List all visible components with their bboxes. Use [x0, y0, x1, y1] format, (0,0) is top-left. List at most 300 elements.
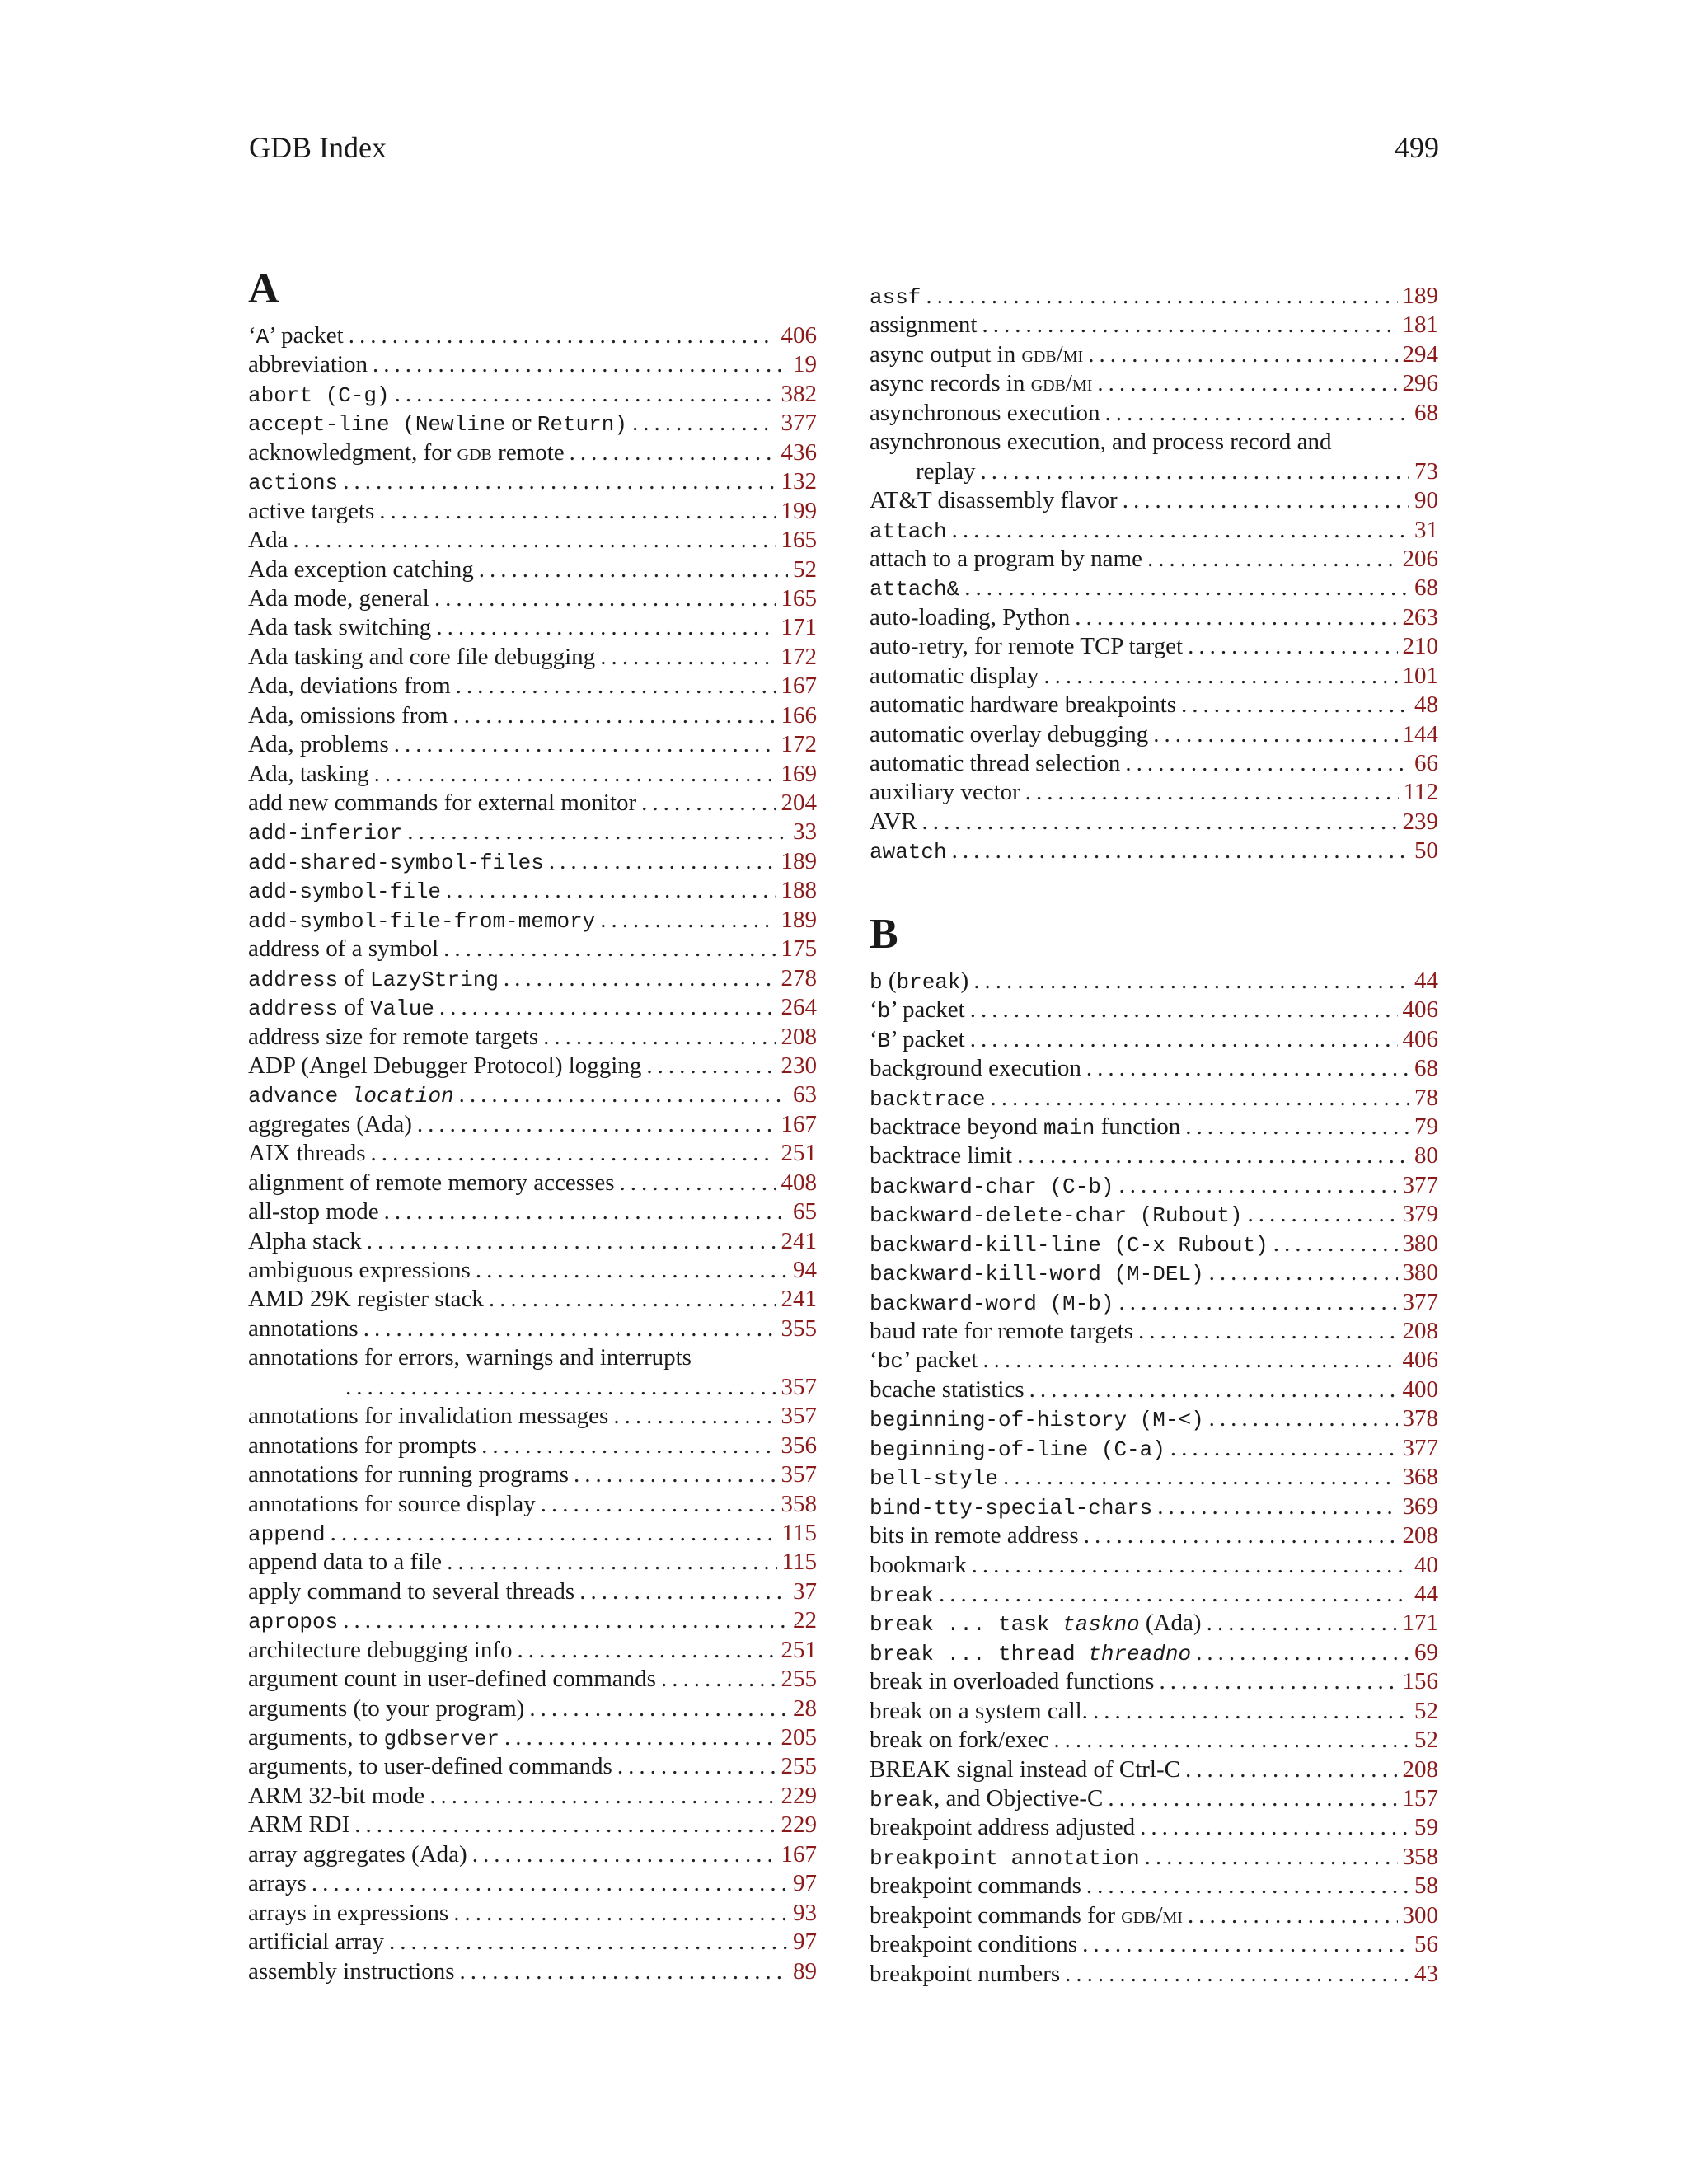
page-reference-link[interactable]: 377 [1402, 1171, 1438, 1198]
dot-leader [972, 1551, 1409, 1580]
index-entry [870, 1813, 1438, 1842]
dot-leader [1153, 720, 1397, 749]
index-entry-term: annotations for source display [248, 1490, 536, 1517]
index-entry [248, 993, 817, 1022]
page-reference-link[interactable]: 73 [1414, 457, 1438, 485]
page-reference-link[interactable]: 296 [1402, 370, 1438, 397]
dot-leader [1086, 1054, 1409, 1083]
page-reference-link[interactable]: 167 [781, 1110, 817, 1137]
dot-leader [543, 1023, 776, 1052]
dot-leader [395, 380, 776, 409]
index-entry-term: asynchronous execution [870, 399, 1100, 426]
index-entry [248, 1139, 817, 1168]
index-entry-term: arguments, to gdbserver [248, 1724, 500, 1751]
index-entry-continuation [870, 457, 1438, 486]
page-reference-link[interactable]: 22 [793, 1607, 817, 1634]
index-entry-term: baud rate for remote targets [870, 1318, 1133, 1344]
index-entry [870, 1843, 1438, 1872]
dot-leader [620, 1169, 776, 1197]
index-entry [248, 409, 817, 438]
index-entry-term: break in overloaded functions [870, 1668, 1155, 1695]
dot-leader [1043, 662, 1397, 691]
page-reference-link[interactable]: 208 [781, 1023, 817, 1050]
index-entry-term: array aggregates (Ada) [248, 1840, 467, 1868]
index-entry [248, 701, 817, 730]
page-reference-link[interactable]: 167 [781, 1840, 817, 1868]
dot-leader [952, 516, 1409, 545]
index-entry [248, 1080, 817, 1109]
page-reference-link[interactable]: 278 [781, 964, 817, 991]
page-reference-link[interactable]: 79 [1414, 1113, 1438, 1140]
index-entry-term: bell-style [870, 1466, 999, 1492]
page-reference-link[interactable]: 156 [1402, 1668, 1438, 1695]
index-entry [870, 1141, 1438, 1170]
page-reference-link[interactable]: 229 [781, 1782, 817, 1809]
dot-leader [1093, 1697, 1409, 1726]
dot-leader [1088, 340, 1397, 369]
index-entry [870, 691, 1438, 719]
index-entry-term: append [248, 1521, 326, 1547]
dot-leader [389, 1928, 788, 1957]
index-entry [248, 1169, 817, 1197]
index-entry-term: background execution [870, 1055, 1081, 1082]
page-reference-link[interactable]: 68 [1414, 399, 1438, 426]
dot-leader [1025, 778, 1399, 807]
index-entry [248, 1197, 817, 1226]
dot-leader [504, 1723, 776, 1752]
page-reference-link[interactable]: 408 [781, 1169, 817, 1196]
page-reference-link[interactable]: 43 [1414, 1960, 1438, 1987]
dot-leader [460, 1957, 788, 1986]
index-entry-term: acknowledgment, for gdb remote [248, 438, 565, 466]
dot-leader [439, 993, 776, 1022]
page-reference-link[interactable]: 406 [1402, 1347, 1438, 1374]
page-reference-link[interactable]: 400 [1402, 1376, 1438, 1403]
page-reference-link[interactable]: 52 [793, 555, 817, 583]
index-entry [870, 574, 1438, 602]
dot-leader [661, 1665, 776, 1694]
index-entry-term: add-symbol-file [248, 879, 442, 905]
index-entry-term: automatic hardware breakpoints [870, 691, 1177, 719]
index-entry-term: Ada exception catching [248, 555, 474, 583]
page-reference-link[interactable]: 263 [1402, 603, 1438, 630]
page-reference-link[interactable]: 172 [781, 643, 817, 670]
page-reference-link[interactable]: 69 [1414, 1638, 1438, 1666]
page-reference-link[interactable]: 255 [781, 1666, 817, 1693]
dot-leader [363, 1315, 776, 1343]
page-reference-link[interactable]: 181 [1402, 312, 1438, 339]
dot-leader [504, 964, 776, 993]
index-entry [870, 1025, 1438, 1054]
page-reference-link[interactable]: 97 [793, 1870, 817, 1897]
dot-leader [436, 613, 776, 642]
index-entry-term: break [870, 1582, 935, 1608]
page-reference-link[interactable]: 90 [1414, 487, 1438, 514]
index-entry-term: Ada tasking and core file debugging [248, 643, 596, 670]
index-entry [870, 1551, 1438, 1580]
page-reference-link[interactable]: 165 [781, 584, 817, 612]
page-reference-link[interactable]: 380 [1402, 1259, 1438, 1286]
page-reference-link[interactable]: 208 [1402, 1755, 1438, 1783]
index-entry [248, 526, 817, 555]
index-entry [248, 1636, 817, 1665]
page-reference-link[interactable]: 406 [781, 322, 817, 349]
index-entry [870, 1084, 1438, 1113]
dot-leader [1188, 1901, 1398, 1930]
index-entry [870, 1230, 1438, 1258]
index-entry-term: alignment of remote memory accesses [248, 1169, 615, 1196]
index-entry [248, 906, 817, 935]
dot-leader [980, 457, 1409, 486]
dot-leader [579, 1577, 788, 1606]
page-number: 499 [1395, 131, 1439, 164]
dot-leader [1125, 749, 1409, 778]
index-entry [248, 1723, 817, 1752]
section-letter-a: A [248, 265, 279, 312]
index-entry [870, 1930, 1438, 1959]
dot-leader [1097, 369, 1397, 398]
page-reference-link[interactable]: 165 [781, 527, 817, 554]
page-reference-link[interactable]: 368 [1402, 1464, 1438, 1491]
index-entry [248, 1285, 817, 1314]
page-reference-link[interactable]: 294 [1402, 340, 1438, 368]
page-reference-link[interactable]: 52 [1414, 1697, 1438, 1724]
index-entry-term: arrays [248, 1870, 307, 1897]
index-entry-term: backtrace [870, 1086, 986, 1112]
dot-leader [617, 1752, 776, 1781]
index-entry-term: address of a symbol [248, 935, 439, 963]
dot-leader [613, 1402, 776, 1431]
dot-leader [973, 967, 1409, 996]
dot-leader [481, 1432, 776, 1460]
page-reference-link[interactable]: 28 [793, 1694, 817, 1722]
dot-leader [459, 1080, 788, 1109]
page-reference-link[interactable]: 175 [781, 935, 817, 963]
dot-leader [476, 1256, 788, 1285]
page-reference-link[interactable]: 44 [1414, 967, 1438, 994]
page-reference-link[interactable]: 208 [1402, 1522, 1438, 1549]
index-entry [870, 545, 1438, 574]
index-entry [870, 837, 1438, 865]
index-entry-term: Ada mode, general [248, 584, 429, 612]
page-reference-link[interactable]: 189 [781, 906, 817, 933]
index-entries-a-left [248, 321, 817, 1986]
page-reference-link[interactable]: 264 [781, 994, 817, 1021]
index-entry-term: replay [916, 457, 976, 485]
dot-leader [472, 1840, 776, 1869]
dot-leader [1017, 1141, 1409, 1170]
dot-leader [443, 935, 776, 963]
index-entry [248, 613, 817, 642]
page-reference-link[interactable]: 31 [1414, 516, 1438, 543]
page-reference-link[interactable]: 172 [781, 731, 817, 758]
index-entry [248, 1899, 817, 1928]
index-entry-term: backward-delete-char (Rubout) [870, 1203, 1243, 1229]
index-entry [248, 1110, 817, 1139]
dot-leader [293, 526, 776, 555]
index-entry-term: breakpoint conditions [870, 1931, 1078, 1958]
dot-leader [1075, 603, 1397, 632]
index-entry-term: address size for remote targets [248, 1023, 539, 1050]
index-entry [248, 935, 817, 963]
page-reference-link[interactable]: 89 [793, 1957, 817, 1985]
page-reference-link[interactable]: 157 [1402, 1785, 1438, 1811]
page-reference-link[interactable]: 33 [793, 818, 817, 846]
index-entry [248, 1432, 817, 1460]
page-reference-link[interactable]: 382 [781, 380, 817, 407]
index-entry [248, 438, 817, 467]
page-reference-link[interactable]: 169 [781, 760, 817, 787]
index-entry [870, 1609, 1438, 1638]
page-reference-link[interactable]: 251 [781, 1140, 817, 1167]
index-entry [870, 1960, 1438, 1989]
page-reference-link[interactable]: 357 [781, 1461, 817, 1488]
page-reference-link[interactable]: 78 [1414, 1084, 1438, 1111]
index-entry-term: breakpoint annotation [870, 1845, 1140, 1871]
page-reference-link[interactable]: 206 [1402, 545, 1438, 572]
index-entry-term: annotations [248, 1315, 359, 1342]
page-reference-link[interactable]: 436 [781, 438, 817, 466]
index-entry [870, 1755, 1438, 1784]
page-reference-link[interactable]: 355 [781, 1315, 817, 1342]
page-reference-link[interactable]: 358 [1402, 1843, 1438, 1870]
dot-leader [343, 1606, 788, 1635]
page-reference-link[interactable]: 44 [1414, 1580, 1438, 1607]
index-entry [248, 467, 817, 496]
index-entry-term: add-shared-symbol-files [248, 850, 544, 875]
page-reference-link[interactable]: 93 [793, 1899, 817, 1926]
index-entry [870, 1434, 1438, 1463]
page-reference-link[interactable]: 377 [1402, 1288, 1438, 1315]
dot-leader [1029, 1376, 1398, 1404]
index-entry-term: apply command to several threads [248, 1577, 575, 1605]
page-reference-link[interactable]: 208 [1402, 1318, 1438, 1344]
page-reference-link[interactable]: 205 [781, 1724, 817, 1750]
page-reference-link[interactable]: 132 [781, 468, 817, 495]
index-entry-term: ‘b’ packet [870, 996, 965, 1024]
index-entry [870, 1493, 1438, 1521]
index-entry-term: breakpoint commands for gdb/mi [870, 1901, 1183, 1929]
page-reference-link[interactable]: 50 [1414, 837, 1438, 865]
page-reference-link[interactable]: 68 [1414, 574, 1438, 602]
index-entry [248, 1665, 817, 1694]
page-reference-link[interactable]: 189 [781, 847, 817, 874]
index-entry-term: backtrace beyond main function [870, 1113, 1181, 1141]
dot-leader [1140, 1813, 1409, 1842]
page-reference-link[interactable]: 241 [781, 1227, 817, 1254]
index-entry [870, 1200, 1438, 1229]
dot-leader [1170, 1434, 1398, 1463]
dot-leader [982, 311, 1398, 340]
index-entry [870, 996, 1438, 1024]
index-entry-term: beginning-of-history (M-<) [870, 1408, 1204, 1433]
dot-leader [970, 996, 1398, 1024]
index-entry-term: Ada [248, 527, 288, 554]
page-reference-link[interactable]: 166 [781, 701, 817, 729]
index-entries-a-right [870, 282, 1438, 866]
dot-leader [453, 1899, 788, 1928]
dot-leader [574, 1460, 776, 1489]
page-reference-link[interactable]: 37 [793, 1577, 817, 1605]
dot-leader [1003, 1463, 1397, 1492]
index-entry [248, 1548, 817, 1577]
dot-leader [379, 497, 776, 526]
page-reference-link[interactable]: 63 [793, 1081, 817, 1108]
page-reference-link[interactable]: 144 [1402, 720, 1438, 748]
page-reference-link[interactable]: 189 [1402, 283, 1438, 309]
page-reference-link[interactable]: 378 [1402, 1405, 1438, 1432]
page-reference-link[interactable]: 239 [1402, 808, 1438, 835]
dot-leader [374, 760, 776, 789]
index-entry [248, 1752, 817, 1781]
dot-leader [312, 1869, 788, 1898]
index-entry-term: bcache statistics [870, 1376, 1025, 1403]
dot-leader [529, 1694, 788, 1723]
page-reference-link[interactable]: 94 [793, 1257, 817, 1283]
page-reference-link[interactable]: 377 [1402, 1434, 1438, 1461]
page-reference-link[interactable]: 358 [781, 1490, 817, 1517]
index-entry-term: advance location [248, 1084, 454, 1109]
index-entry-term: argument count in user-defined commands [248, 1666, 656, 1693]
page-reference-link[interactable]: 241 [781, 1286, 817, 1313]
dot-leader [952, 837, 1409, 865]
index-entry-term: aggregates (Ada) [248, 1110, 412, 1137]
page-reference-link[interactable]: 65 [793, 1198, 817, 1226]
index-entry-term: address of LazyString [248, 964, 499, 992]
dot-leader [1138, 1317, 1398, 1346]
dot-leader [331, 1519, 777, 1548]
index-entry [870, 1901, 1438, 1930]
index-entry [248, 876, 817, 905]
page-reference-link[interactable]: 300 [1402, 1901, 1438, 1929]
dot-leader [632, 409, 776, 438]
page-reference-link[interactable]: 80 [1414, 1142, 1438, 1169]
dot-leader [641, 789, 776, 818]
page-reference-link[interactable]: 101 [1402, 662, 1438, 689]
index-entry [870, 311, 1438, 340]
index-entry-term: BREAK signal instead of Ctrl-C [870, 1755, 1180, 1783]
index-entry-term: bits in remote address [870, 1522, 1079, 1549]
page-reference-link[interactable]: 167 [781, 673, 817, 700]
index-entry-term: arrays in expressions [248, 1899, 449, 1926]
index-entry [870, 1054, 1438, 1083]
page-reference-link[interactable]: 52 [1414, 1727, 1438, 1754]
dot-leader [1157, 1493, 1397, 1521]
index-entry [870, 967, 1438, 996]
index-entry-term: backward-word (M-b) [870, 1291, 1114, 1316]
page-reference-link[interactable]: 406 [1402, 1025, 1438, 1052]
page-reference-link[interactable]: 230 [781, 1052, 817, 1079]
page-reference-link[interactable]: 171 [1402, 1610, 1438, 1637]
index-entry [870, 1872, 1438, 1900]
index-entry [870, 516, 1438, 545]
index-entry-term: add-symbol-file-from-memory [248, 908, 596, 934]
page-reference-link[interactable]: 251 [781, 1636, 817, 1663]
dot-leader [541, 1490, 776, 1519]
index-entry-term: Ada, problems [248, 731, 389, 758]
page-reference-link[interactable]: 97 [793, 1929, 817, 1956]
page-reference-link[interactable]: 19 [793, 351, 817, 378]
dot-leader [447, 1548, 776, 1577]
index-entry [248, 497, 817, 526]
index-entry [248, 964, 817, 993]
dot-leader [446, 876, 776, 905]
index-entry [870, 1171, 1438, 1200]
dot-leader [456, 672, 776, 701]
index-column-right [870, 257, 1438, 1989]
page-reference-link[interactable]: 199 [781, 497, 817, 524]
index-entry [248, 1315, 817, 1343]
index-entry-term: auto-retry, for remote TCP target [870, 633, 1184, 660]
index-entry-term: backward-kill-word (M-DEL) [870, 1262, 1204, 1287]
dot-leader [990, 1084, 1409, 1113]
page-reference-link[interactable]: 369 [1402, 1493, 1438, 1520]
dot-leader [1273, 1230, 1398, 1258]
index-entry-term: AVR [870, 808, 917, 835]
page-reference-link[interactable]: 188 [781, 877, 817, 904]
page-reference-link[interactable]: 58 [1414, 1872, 1438, 1900]
page-reference-link[interactable]: 112 [1403, 779, 1438, 806]
index-entry-term: apropos [248, 1610, 339, 1635]
index-entry-term: breakpoint address adjusted [870, 1814, 1136, 1841]
page-reference-link[interactable]: 210 [1402, 633, 1438, 660]
page-reference-link[interactable]: 377 [781, 410, 817, 437]
page-reference-link[interactable]: 356 [781, 1432, 817, 1459]
index-entry [248, 1227, 817, 1256]
page-reference-link[interactable]: 229 [781, 1811, 817, 1839]
dot-leader [1196, 1638, 1409, 1667]
index-entry [870, 399, 1438, 428]
page-reference-link[interactable]: 357 [781, 1373, 817, 1400]
dot-leader [600, 643, 776, 672]
index-entry [248, 643, 817, 672]
page-reference-link[interactable]: 40 [1414, 1551, 1438, 1578]
dot-leader [1209, 1258, 1398, 1287]
dot-leader [1118, 1171, 1397, 1200]
index-entry [248, 847, 817, 876]
page-reference-link[interactable]: 406 [1402, 996, 1438, 1024]
index-entry-term: abort (C-g) [248, 382, 390, 408]
page-reference-link[interactable]: 56 [1414, 1931, 1438, 1958]
page-reference-link[interactable]: 204 [781, 790, 817, 816]
index-entry-term: automatic overlay debugging [870, 720, 1149, 748]
page-reference-link[interactable]: 66 [1414, 750, 1438, 776]
index-entry [870, 1667, 1438, 1696]
page-reference-link[interactable]: 115 [781, 1519, 817, 1546]
page-reference-link[interactable]: 171 [781, 614, 817, 641]
dot-leader [1053, 1726, 1409, 1755]
dot-leader [970, 1025, 1398, 1054]
dot-leader [371, 1139, 776, 1168]
page-reference-link[interactable]: 357 [781, 1403, 817, 1430]
page-reference-link[interactable]: 380 [1402, 1230, 1438, 1257]
index-entry-term: asynchronous execution, and process record and [870, 429, 1332, 456]
page-reference-link[interactable]: 379 [1402, 1201, 1438, 1228]
page-reference-link[interactable]: 115 [781, 1549, 817, 1576]
page-reference-link[interactable]: 255 [781, 1753, 817, 1780]
dot-leader [1123, 486, 1409, 515]
index-entry [870, 1580, 1438, 1609]
index-entries-b [870, 967, 1438, 1989]
page-reference-link[interactable]: 59 [1414, 1814, 1438, 1841]
page-reference-link[interactable]: 48 [1414, 691, 1438, 719]
dot-leader [922, 808, 1398, 837]
dot-leader [1118, 1288, 1397, 1317]
index-entry [870, 1784, 1438, 1813]
dot-leader [1207, 1609, 1398, 1638]
page-reference-link[interactable]: 68 [1414, 1055, 1438, 1082]
index-entry-term: annotations for errors, warnings and interrupts [248, 1344, 692, 1371]
